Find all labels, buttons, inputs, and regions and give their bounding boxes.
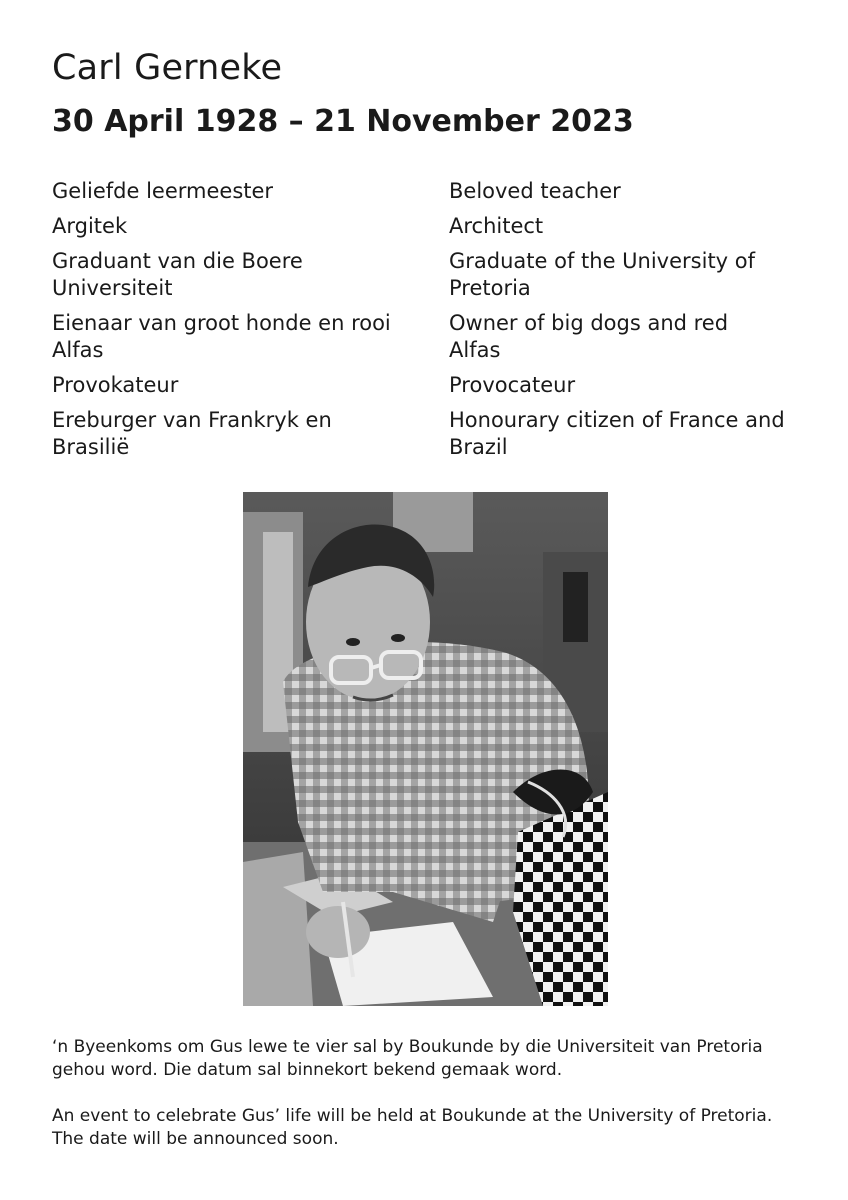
descriptor-af-1: Geliefde leermeester: [52, 179, 274, 203]
descriptors-afrikaans: [52, 178, 412, 469]
descriptor-af-5: Provokateur: [52, 373, 179, 397]
life-dates: 30 April 1928 – 21 November 2023: [52, 104, 634, 139]
descriptor-af-3: Graduant van die Boere Universiteit: [52, 249, 303, 300]
descriptors-english: [449, 178, 809, 469]
descriptor-af-2: Argitek: [52, 214, 128, 238]
portrait-illustration: [243, 492, 608, 1006]
person-name: Carl Gerneke: [52, 48, 283, 88]
descriptor-en-1: Beloved teacher: [449, 179, 621, 203]
portrait-photo: [243, 492, 608, 1006]
descriptor-en-6: Honourary citizen of France and Brazil: [449, 408, 785, 459]
descriptor-en-2: Architect: [449, 214, 544, 238]
descriptor-af-4: Eienaar van groot honde en rooi Alfas: [52, 311, 391, 362]
notice-afrikaans: ‘n Byeenkoms om Gus lewe te vier sal by Boukunde by die Universiteit van Pretoria gehou word. Die datum sal binnekort bekend gemaak word.: [52, 1037, 763, 1080]
descriptor-en-5: Provocateur: [449, 373, 576, 397]
descriptor-en-3: Graduate of the University of Pretoria: [449, 249, 756, 300]
descriptor-en-4: Owner of big dogs and red Alfas: [449, 311, 729, 362]
descriptor-af-6: Ereburger van Frankryk en Brasilië: [52, 408, 332, 459]
notice-english: An event to celebrate Gus’ life will be held at Boukunde at the University of Pretoria. The date will be announced soon.: [52, 1106, 773, 1149]
